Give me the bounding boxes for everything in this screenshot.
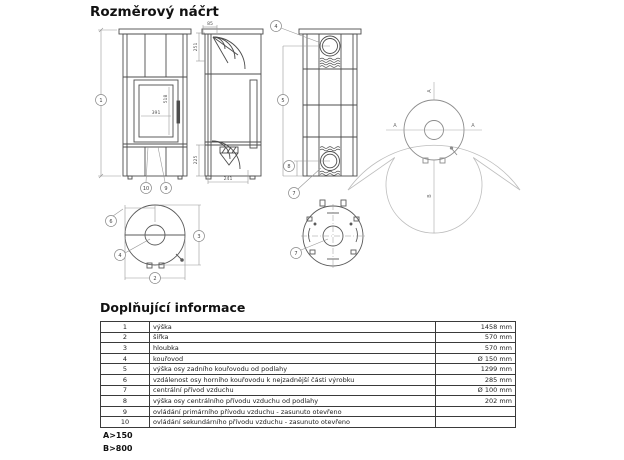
row-value: 570 mm bbox=[436, 332, 516, 343]
dim-side-bottom: 241 bbox=[223, 177, 233, 182]
front-top-plate bbox=[119, 29, 191, 34]
row-value: 202 mm bbox=[436, 396, 516, 407]
callout-6 bbox=[106, 216, 117, 227]
callout-7-label: 7 bbox=[294, 250, 298, 257]
row-value: 1458 mm bbox=[436, 322, 516, 333]
callout-1-label: 1 bbox=[99, 97, 103, 104]
row-label: šířka bbox=[150, 332, 436, 343]
clearance-b-front: B bbox=[427, 194, 433, 198]
back-view bbox=[299, 29, 361, 176]
table-row bbox=[101, 332, 516, 343]
clearance-a-left: A bbox=[393, 123, 397, 129]
callout-4 bbox=[271, 21, 282, 32]
callout-8 bbox=[284, 161, 295, 172]
dim-side-upper: 251 bbox=[194, 42, 199, 52]
row-label: ovládání sekundárního přívodu vzduchu - zasunuto otevřeno bbox=[150, 417, 436, 428]
row-number: 3 bbox=[101, 343, 150, 354]
table-row bbox=[101, 322, 516, 333]
note-clearance-b: B>800 bbox=[103, 444, 133, 453]
table-row bbox=[101, 396, 516, 407]
row-label: ovládání primárního přívodu vzduchu - zasunuto otevřeno bbox=[150, 406, 436, 417]
row-label: vzdálenost osy horního kouřovodu k nejzadnější části výrobku bbox=[150, 374, 436, 385]
air-funnel bbox=[220, 153, 238, 165]
row-label: výška osy zadního kouřovodu od podlahy bbox=[150, 364, 436, 375]
top-vent-grille bbox=[320, 58, 340, 67]
callout-4-label: 4 bbox=[118, 252, 122, 259]
callout-10-label: 10 bbox=[142, 185, 150, 192]
bottom-vent-grille-lower bbox=[320, 171, 340, 175]
callout-4-top-view bbox=[115, 250, 126, 261]
callout-3-label: 3 bbox=[197, 233, 201, 240]
side-view bbox=[202, 29, 263, 179]
callout-1 bbox=[96, 95, 107, 106]
callout-2 bbox=[150, 273, 161, 284]
row-number: 5 bbox=[101, 364, 150, 375]
table-row bbox=[101, 417, 516, 428]
row-value: Ø 100 mm bbox=[436, 385, 516, 396]
row-number: 7 bbox=[101, 385, 150, 396]
row-label: kouřovod bbox=[150, 353, 436, 364]
table-row bbox=[101, 353, 516, 364]
dim-glass-width: 391 bbox=[151, 111, 161, 116]
row-label: výška bbox=[150, 322, 436, 333]
front-view-dimensions bbox=[98, 28, 171, 182]
handle-mark bbox=[450, 147, 452, 149]
callout-10 bbox=[141, 183, 152, 194]
row-number: 10 bbox=[101, 417, 150, 428]
clearance-top-view bbox=[348, 82, 520, 233]
callout-5 bbox=[278, 95, 289, 106]
table-row bbox=[101, 406, 516, 417]
table-row bbox=[101, 374, 516, 385]
table-title: Doplňující informace bbox=[100, 300, 246, 315]
row-value bbox=[436, 406, 516, 417]
dim-side-top: 85 bbox=[207, 22, 213, 27]
row-value bbox=[436, 417, 516, 428]
row-number: 2 bbox=[101, 332, 150, 343]
callout-8-label: 8 bbox=[287, 163, 291, 170]
dim-side-lower: 225 bbox=[194, 155, 199, 165]
side-view-dimensions bbox=[196, 25, 248, 184]
bottom-vent-grille-upper bbox=[320, 147, 340, 151]
clearance-a-right: A bbox=[471, 123, 475, 129]
table-row bbox=[101, 364, 516, 375]
callout-7-back bbox=[289, 188, 300, 199]
callout-6-label: 6 bbox=[109, 218, 113, 225]
row-number: 9 bbox=[101, 406, 150, 417]
top-view-handle bbox=[181, 259, 184, 262]
table-row bbox=[101, 343, 516, 354]
callout-5-label: 5 bbox=[281, 97, 285, 104]
door-handle bbox=[177, 101, 180, 123]
row-number: 6 bbox=[101, 374, 150, 385]
row-value: Ø 150 mm bbox=[436, 353, 516, 364]
callout-9-label: 9 bbox=[164, 185, 168, 192]
callout-7-label: 7 bbox=[292, 190, 296, 197]
row-number: 4 bbox=[101, 353, 150, 364]
row-label: hloubka bbox=[150, 343, 436, 354]
callout-3 bbox=[194, 231, 205, 242]
dim-glass-height: 518 bbox=[164, 94, 169, 104]
table-row bbox=[101, 385, 516, 396]
callout-4-label: 4 bbox=[274, 23, 278, 30]
row-value: 570 mm bbox=[436, 343, 516, 354]
note-clearance-a: A>150 bbox=[103, 431, 133, 440]
top-view bbox=[106, 205, 205, 284]
flue-baffle-volute bbox=[213, 37, 245, 69]
row-number: 8 bbox=[101, 396, 150, 407]
row-value: 285 mm bbox=[436, 374, 516, 385]
callout-9 bbox=[161, 183, 172, 194]
callout-2-label: 2 bbox=[153, 275, 157, 282]
info-table bbox=[100, 321, 516, 428]
row-value: 1299 mm bbox=[436, 364, 516, 375]
row-number: 1 bbox=[101, 322, 150, 333]
bottom-view bbox=[291, 200, 366, 268]
page-title: Rozměrový náčrt bbox=[90, 4, 219, 20]
front-view bbox=[119, 29, 191, 179]
row-label: centrální přívod vzduchu bbox=[150, 385, 436, 396]
callout-7-bottom-view bbox=[291, 248, 302, 259]
row-label: výška osy centrálního přívodu vzduchu od podlahy bbox=[150, 396, 436, 407]
clearance-a-top: A bbox=[427, 89, 433, 93]
